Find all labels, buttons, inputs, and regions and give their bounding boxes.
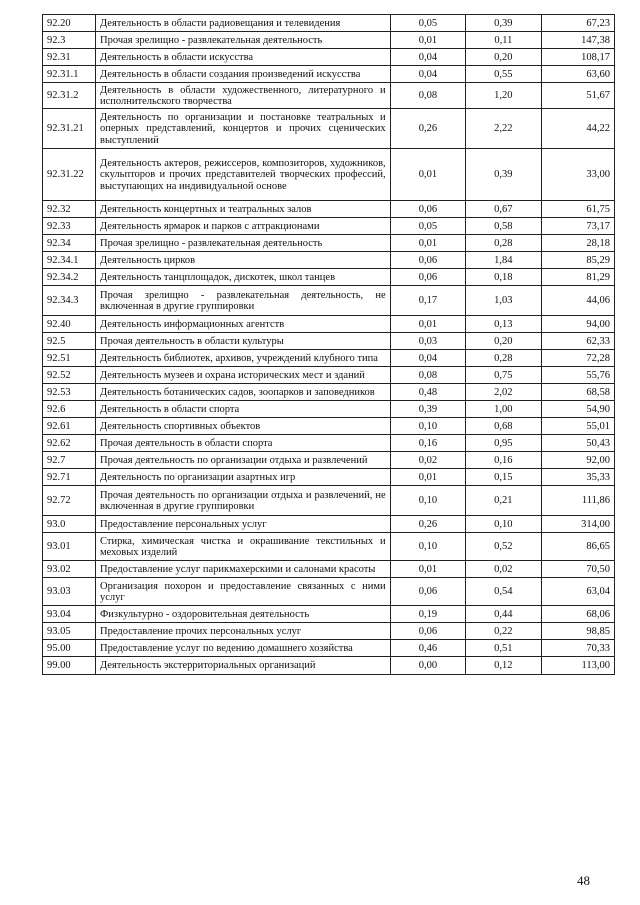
value-1-cell: 0,06: [390, 201, 465, 218]
okved-code-cell: 92.51: [43, 350, 96, 367]
activity-name-cell: Деятельность в области искусства: [96, 49, 391, 66]
activity-name-cell: Прочая зрелищно - развлекательная деятельность: [96, 32, 391, 49]
value-1-cell: 0,46: [390, 640, 465, 657]
activity-name-cell: Деятельность концертных и театральных залов: [96, 201, 391, 218]
table-row: [43, 201, 615, 218]
okved-code-cell: 92.31.1: [43, 66, 96, 83]
activity-name-cell: Прочая зрелищно - развлекательная деятельность: [96, 235, 391, 252]
value-1-cell: 0,05: [390, 218, 465, 235]
activity-name-cell: Деятельность спортивных объектов: [96, 418, 391, 435]
table-row: [43, 533, 615, 561]
value-2-cell: 0,10: [466, 516, 541, 533]
value-3-cell: 98,85: [541, 623, 614, 640]
value-2-cell: 0,18: [466, 269, 541, 286]
okved-code-cell: 92.32: [43, 201, 96, 218]
value-2-cell: 0,39: [466, 149, 541, 201]
value-1-cell: 0,00: [390, 657, 465, 675]
value-2-cell: 0,13: [466, 316, 541, 333]
table-row: [43, 384, 615, 401]
value-2-cell: 0,51: [466, 640, 541, 657]
value-1-cell: 0,10: [390, 418, 465, 435]
activity-name-cell: Деятельность библиотек, архивов, учреждений клубного типа: [96, 350, 391, 367]
okved-code-cell: 93.02: [43, 561, 96, 578]
activity-name-cell: Деятельность экстерриториальных организаций: [96, 657, 391, 675]
okved-code-cell: 92.31.22: [43, 149, 96, 201]
table-row: [43, 469, 615, 486]
value-3-cell: 55,76: [541, 367, 614, 384]
value-2-cell: 0,02: [466, 561, 541, 578]
okved-code-cell: 92.40: [43, 316, 96, 333]
activity-name-cell: Стирка, химическая чистка и окрашивание текстильных и меховых изделий: [96, 533, 391, 561]
activity-name-cell: Деятельность музеев и охрана исторических мест и зданий: [96, 367, 391, 384]
okved-code-cell: 92.31: [43, 49, 96, 66]
activity-name-cell: Деятельность ярмарок и парков с аттракционами: [96, 218, 391, 235]
table-row: [43, 452, 615, 469]
table-row: [43, 516, 615, 533]
value-2-cell: 0,20: [466, 49, 541, 66]
activity-name-cell: Прочая деятельность по организации отдыха и развлечений, не включенная в другие группировки: [96, 486, 391, 516]
value-1-cell: 0,01: [390, 316, 465, 333]
okved-code-cell: 92.72: [43, 486, 96, 516]
value-3-cell: 28,18: [541, 235, 614, 252]
value-1-cell: 0,17: [390, 286, 465, 316]
value-2-cell: 0,67: [466, 201, 541, 218]
value-2-cell: 0,44: [466, 606, 541, 623]
table-row: [43, 66, 615, 83]
okved-code-cell: 92.31.2: [43, 83, 96, 109]
value-2-cell: 0,22: [466, 623, 541, 640]
value-1-cell: 0,19: [390, 606, 465, 623]
activity-name-cell: Организация похорон и предоставление связанных с ними услуг: [96, 578, 391, 606]
table-row: [43, 109, 615, 149]
value-3-cell: 94,00: [541, 316, 614, 333]
okved-code-cell: 93.0: [43, 516, 96, 533]
value-2-cell: 0,15: [466, 469, 541, 486]
value-3-cell: 81,29: [541, 269, 614, 286]
value-1-cell: 0,04: [390, 350, 465, 367]
table-row: [43, 316, 615, 333]
table-row: [43, 235, 615, 252]
value-2-cell: 0,28: [466, 235, 541, 252]
value-2-cell: 0,58: [466, 218, 541, 235]
value-2-cell: 0,68: [466, 418, 541, 435]
value-3-cell: 86,65: [541, 533, 614, 561]
value-1-cell: 0,01: [390, 149, 465, 201]
value-3-cell: 35,33: [541, 469, 614, 486]
table-row: [43, 350, 615, 367]
table-row: [43, 15, 615, 32]
okved-code-cell: 92.31.21: [43, 109, 96, 149]
value-2-cell: 0,52: [466, 533, 541, 561]
table-row: [43, 252, 615, 269]
okved-code-cell: 92.34.1: [43, 252, 96, 269]
value-2-cell: 0,54: [466, 578, 541, 606]
value-1-cell: 0,06: [390, 269, 465, 286]
value-3-cell: 54,90: [541, 401, 614, 418]
okved-code-cell: 92.34.2: [43, 269, 96, 286]
value-3-cell: 72,28: [541, 350, 614, 367]
value-3-cell: 68,06: [541, 606, 614, 623]
table-row: [43, 418, 615, 435]
value-1-cell: 0,06: [390, 623, 465, 640]
value-3-cell: 63,60: [541, 66, 614, 83]
value-1-cell: 0,05: [390, 15, 465, 32]
table-row: [43, 561, 615, 578]
activity-name-cell: Прочая зрелищно - развлекательная деятельность, не включенная в другие группировки: [96, 286, 391, 316]
activity-name-cell: Деятельность в области создания произведений искусства: [96, 66, 391, 83]
value-1-cell: 0,08: [390, 367, 465, 384]
value-3-cell: 314,00: [541, 516, 614, 533]
table-row: [43, 640, 615, 657]
okved-code-cell: 92.34.3: [43, 286, 96, 316]
activity-name-cell: Деятельность актеров, режиссеров, композиторов, художников, скульпторов и прочих представителей творческих профессий, выступающих на индивидуальной основе: [96, 149, 391, 201]
value-1-cell: 0,01: [390, 561, 465, 578]
okved-code-cell: 93.04: [43, 606, 96, 623]
activity-name-cell: Физкультурно - оздоровительная деятельность: [96, 606, 391, 623]
table-row: [43, 83, 615, 109]
okved-code-cell: 93.01: [43, 533, 96, 561]
value-2-cell: 1,84: [466, 252, 541, 269]
table-row: [43, 286, 615, 316]
activity-name-cell: Деятельность танцплощадок, дискотек, школ танцев: [96, 269, 391, 286]
table-row: [43, 367, 615, 384]
okved-code-cell: 99.00: [43, 657, 96, 675]
value-2-cell: 0,55: [466, 66, 541, 83]
value-3-cell: 44,22: [541, 109, 614, 149]
value-1-cell: 0,10: [390, 533, 465, 561]
value-3-cell: 51,67: [541, 83, 614, 109]
table-row: [43, 657, 615, 675]
okved-code-cell: 93.05: [43, 623, 96, 640]
value-2-cell: 0,21: [466, 486, 541, 516]
value-1-cell: 0,02: [390, 452, 465, 469]
activity-name-cell: Деятельность цирков: [96, 252, 391, 269]
table-row: [43, 218, 615, 235]
value-1-cell: 0,10: [390, 486, 465, 516]
value-2-cell: 0,95: [466, 435, 541, 452]
table-row: [43, 49, 615, 66]
value-1-cell: 0,16: [390, 435, 465, 452]
value-3-cell: 73,17: [541, 218, 614, 235]
value-1-cell: 0,01: [390, 469, 465, 486]
okved-code-cell: 92.5: [43, 333, 96, 350]
activity-name-cell: Деятельность в области спорта: [96, 401, 391, 418]
okved-code-cell: 92.33: [43, 218, 96, 235]
value-3-cell: 92,00: [541, 452, 614, 469]
activity-name-cell: Деятельность информационных агентств: [96, 316, 391, 333]
value-1-cell: 0,01: [390, 235, 465, 252]
value-1-cell: 0,48: [390, 384, 465, 401]
value-3-cell: 108,17: [541, 49, 614, 66]
activity-name-cell: Прочая деятельность в области культуры: [96, 333, 391, 350]
table-row: [43, 149, 615, 201]
table-row: [43, 435, 615, 452]
value-3-cell: 61,75: [541, 201, 614, 218]
value-3-cell: 33,00: [541, 149, 614, 201]
activity-table: [42, 14, 615, 675]
okved-code-cell: 92.52: [43, 367, 96, 384]
activity-name-cell: Предоставление прочих персональных услуг: [96, 623, 391, 640]
table-row: [43, 269, 615, 286]
value-3-cell: 55,01: [541, 418, 614, 435]
value-1-cell: 0,04: [390, 66, 465, 83]
page-number: 48: [577, 873, 590, 888]
table-row: [43, 486, 615, 516]
value-3-cell: 62,33: [541, 333, 614, 350]
activity-name-cell: Предоставление персональных услуг: [96, 516, 391, 533]
value-3-cell: 111,86: [541, 486, 614, 516]
value-2-cell: 1,03: [466, 286, 541, 316]
table-row: [43, 32, 615, 49]
value-1-cell: 0,39: [390, 401, 465, 418]
value-3-cell: 63,04: [541, 578, 614, 606]
value-1-cell: 0,03: [390, 333, 465, 350]
value-3-cell: 70,50: [541, 561, 614, 578]
value-3-cell: 50,43: [541, 435, 614, 452]
okved-code-cell: 92.71: [43, 469, 96, 486]
okved-code-cell: 92.7: [43, 452, 96, 469]
value-1-cell: 0,06: [390, 578, 465, 606]
okved-code-cell: 92.62: [43, 435, 96, 452]
value-2-cell: 0,28: [466, 350, 541, 367]
okved-code-cell: 92.34: [43, 235, 96, 252]
value-3-cell: 147,38: [541, 32, 614, 49]
value-3-cell: 85,29: [541, 252, 614, 269]
activity-name-cell: Деятельность в области радиовещания и телевидения: [96, 15, 391, 32]
table-row: [43, 623, 615, 640]
value-3-cell: 68,58: [541, 384, 614, 401]
value-1-cell: 0,26: [390, 516, 465, 533]
table-row: [43, 578, 615, 606]
activity-name-cell: Предоставление услуг парикмахерскими и салонами красоты: [96, 561, 391, 578]
activity-name-cell: Деятельность в области художественного, литературного и исполнительского творчества: [96, 83, 391, 109]
okved-code-cell: 93.03: [43, 578, 96, 606]
value-3-cell: 44,06: [541, 286, 614, 316]
activity-name-cell: Предоставление услуг по ведению домашнего хозяйства: [96, 640, 391, 657]
activity-table-body: [43, 15, 615, 675]
value-2-cell: 1,00: [466, 401, 541, 418]
value-2-cell: 0,16: [466, 452, 541, 469]
activity-name-cell: Прочая деятельность в области спорта: [96, 435, 391, 452]
activity-name-cell: Деятельность по организации азартных игр: [96, 469, 391, 486]
value-2-cell: 0,12: [466, 657, 541, 675]
okved-code-cell: 92.61: [43, 418, 96, 435]
value-2-cell: 1,20: [466, 83, 541, 109]
value-2-cell: 0,11: [466, 32, 541, 49]
okved-code-cell: 92.3: [43, 32, 96, 49]
value-2-cell: 0,75: [466, 367, 541, 384]
activity-name-cell: Деятельность по организации и постановке театральных и оперных представлений, концертов и прочих сценических выступлений: [96, 109, 391, 149]
value-1-cell: 0,26: [390, 109, 465, 149]
okved-code-cell: 92.6: [43, 401, 96, 418]
value-3-cell: 70,33: [541, 640, 614, 657]
value-3-cell: 113,00: [541, 657, 614, 675]
value-2-cell: 2,22: [466, 109, 541, 149]
value-2-cell: 0,39: [466, 15, 541, 32]
value-1-cell: 0,06: [390, 252, 465, 269]
value-2-cell: 2,02: [466, 384, 541, 401]
value-3-cell: 67,23: [541, 15, 614, 32]
table-row: [43, 606, 615, 623]
activity-name-cell: Прочая деятельность по организации отдыха и развлечений: [96, 452, 391, 469]
value-1-cell: 0,01: [390, 32, 465, 49]
value-1-cell: 0,04: [390, 49, 465, 66]
okved-code-cell: 95.00: [43, 640, 96, 657]
okved-code-cell: 92.53: [43, 384, 96, 401]
table-row: [43, 401, 615, 418]
value-1-cell: 0,08: [390, 83, 465, 109]
activity-name-cell: Деятельность ботанических садов, зоопарков и заповедников: [96, 384, 391, 401]
okved-code-cell: 92.20: [43, 15, 96, 32]
value-2-cell: 0,20: [466, 333, 541, 350]
table-row: [43, 333, 615, 350]
